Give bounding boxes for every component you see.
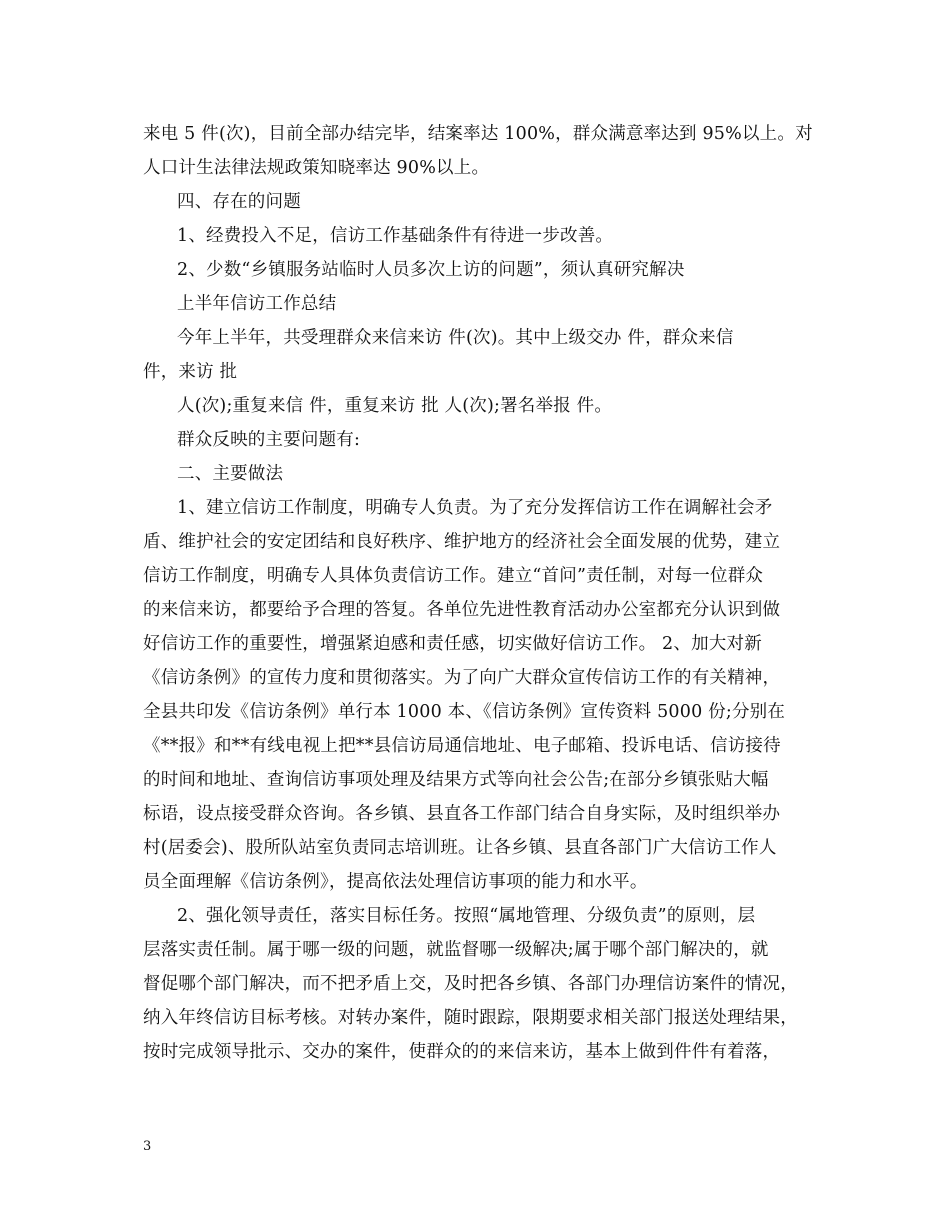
section-heading: 四、存在的问题 <box>177 192 301 212</box>
text-line: 层落实责任制。属于哪一级的问题，就监督哪一级解决;属于哪个部门解决的，就 <box>143 940 769 960</box>
text-line: 盾、维护社会的安定团结和良好秩序、维护地方的经济社会全面发展的优势，建立 <box>143 532 781 552</box>
text-line: 标语，设点接受群众咨询。各乡镇、县直各工作部门结合自身实际，及时组织举办 <box>143 804 781 824</box>
text-line: 村(居委会)、股所队站室负责同志培训班。让各乡镇、县直各部门广大信访工作人 <box>143 838 777 858</box>
text-line: 人口计生法律法规政策知晓率达 90%以上。 <box>143 158 490 178</box>
text-line: 2、强化领导责任，落实目标任务。按照“属地管理、分级负责”的原则，层 <box>177 906 756 926</box>
text-line: 的来信来访，都要给予合理的答复。各单位先进性教育活动办公室都充分认识到做 <box>143 600 781 620</box>
text-line: 人(次);重复来信 件，重复来访 批 人(次);署名举报 件。 <box>177 396 613 416</box>
text-line: 纳入年终信访目标考核。对转办案件，随时跟踪，限期要求相关部门报送处理结果， <box>143 1008 798 1028</box>
text-line: 按时完成领导批示、交办的案件，使群众的的来信来访，基本上做到件件有着落， <box>143 1042 781 1062</box>
text-line: 好信访工作的重要性，增强紧迫感和责任感，切实做好信访工作。 2、加大对新 <box>143 634 762 654</box>
document-heading: 上半年信访工作总结 <box>177 294 337 314</box>
text-line: 《**报》和**有线电视上把**县信访局通信地址、电子邮箱、投诉电话、信访接待 <box>143 736 781 756</box>
text-line: 2、少数“乡镇服务站临时人员多次上访的问题”，须认真研究解决 <box>177 260 685 280</box>
document-body <box>143 117 818 1069</box>
text-line: 《信访条例》的宣传力度和贯彻落实。为了向广大群众宣传信访工作的有关精神， <box>143 668 781 688</box>
text-line: 1、经费投入不足，信访工作基础条件有待进一步改善。 <box>177 226 614 246</box>
text-line: 信访工作制度，明确专人具体负责信访工作。建立“首问”责任制，对每一位群众 <box>143 566 764 586</box>
section-heading: 二、主要做法 <box>177 464 284 484</box>
text-line: 件，来访 批 <box>143 362 238 382</box>
text-line: 员全面理解《信访条例》，提高依法处理信访事项的能力和水平。 <box>143 872 648 892</box>
text-line: 来电 5 件(次)，目前全部办结完毕，结案率达 100%，群众满意率达到 95%以上。对 <box>143 124 813 144</box>
text-line: 的时间和地址、查询信访事项处理及结果方式等向社会公告;在部分乡镇张贴大幅 <box>143 770 769 790</box>
text-line: 今年上半年，共受理群众来信来访 件(次)。其中上级交办 件，群众来信 <box>177 328 734 348</box>
text-line: 1、建立信访工作制度，明确专人负责。为了充分发挥信访工作在调解社会矛 <box>177 498 773 518</box>
text-line: 全县共印发《信访条例》单行本 1000 本、《信访条例》宣传资料 5000 份;分别在 <box>143 702 786 722</box>
page-number: 3 <box>143 1139 152 1154</box>
text-line: 群众反映的主要问题有: <box>177 430 361 450</box>
text-line: 督促哪个部门解决，而不把矛盾上交，及时把各乡镇、各部门办理信访案件的情况， <box>143 974 798 994</box>
